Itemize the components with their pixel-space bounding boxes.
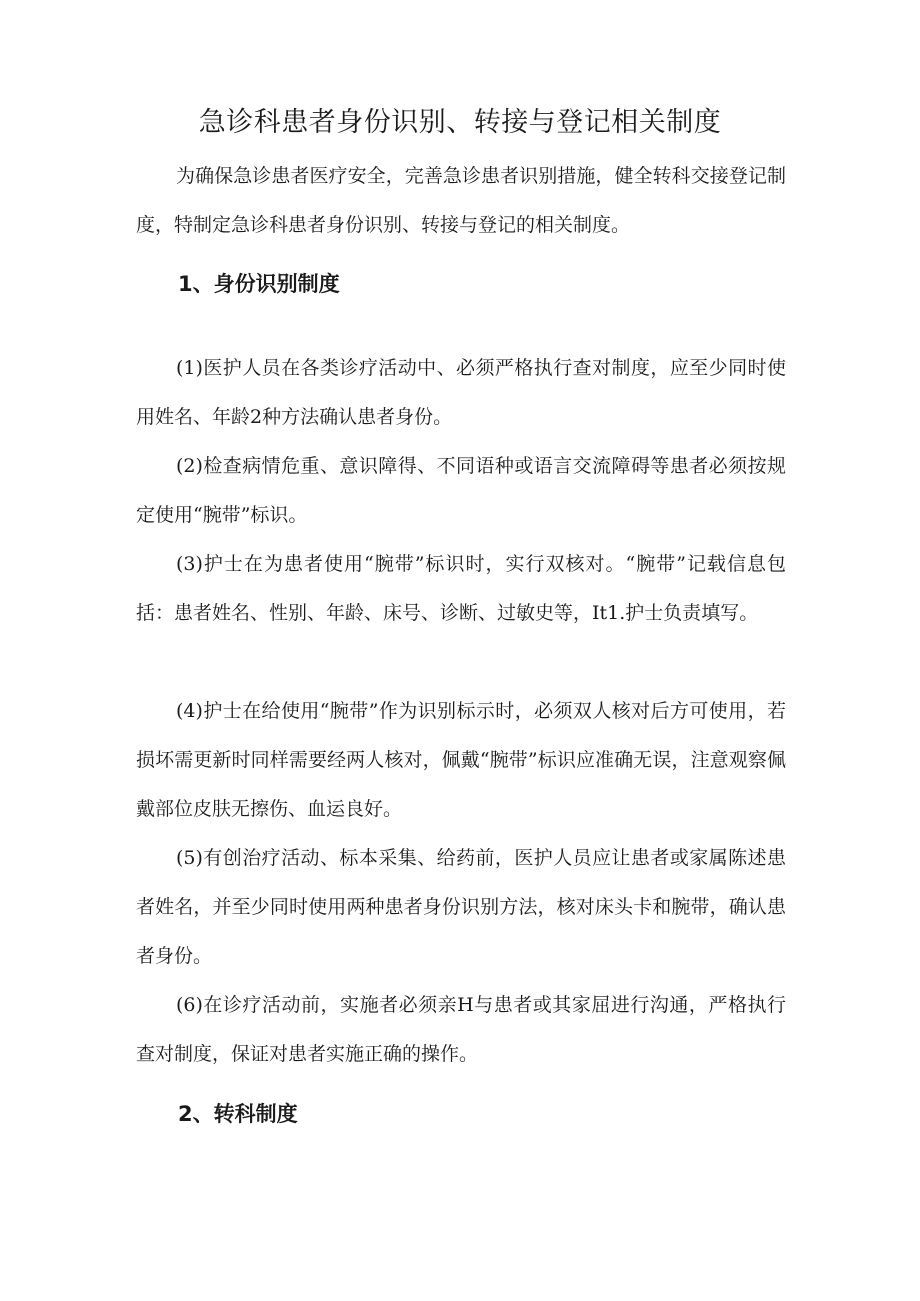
paragraph-5: (5)有创治疗活动、标本采集、给药前，医护人员应让患者或家属陈述患者姓名，并至少同时使用两种患者身份识别方法，核对床头卡和腕带，确认患者身份。 — [136, 847, 786, 967]
section-heading-identification: 1、身份识别制度 — [178, 272, 340, 296]
paragraph-4: (4)护士在给使用“腕带”作为识别标示时，必须双人核对后方可使用，若损坏需更新时同样需要经两人核对，佩戴“腕带”标识应准确无误，注意观察佩戴部位皮肤无擦伤、血运良好。 — [136, 700, 786, 820]
intro-paragraph: 为确保急诊患者医疗安全，完善急诊患者识别措施，健全转科交接登记制度，特制定急诊科患者身份识别、转接与登记的相关制度。 — [136, 165, 786, 236]
paragraph-3: (3)护士在为患者使用“腕带”标识时，实行双核对。“腕带”记载信息包括：患者姓名、性别、年龄、床号、诊断、过敏史等，It1.护士负责填写。 — [136, 553, 786, 624]
paragraph-6: (6)在诊疗活动前，实施者必须亲H与患者或其家屈进行沟通，严格执行查对制度，保证对患者实施正确的操作。 — [136, 994, 786, 1065]
document-title: 急诊科患者身份识别、转接与登记相关制度 — [198, 107, 722, 138]
paragraph-1: (1)医护人员在各类诊疗活动中、必须严格执行查对制度，应至少同时使用姓名、年龄2种方法确认患者身份。 — [136, 357, 786, 428]
section-heading-transfer: 2、转科制度 — [178, 1102, 298, 1126]
paragraph-2: (2)检查病情危重、意识障得、不同语种或语言交流障碍等患者必须按规定使用“腕带”标识。 — [136, 455, 786, 526]
